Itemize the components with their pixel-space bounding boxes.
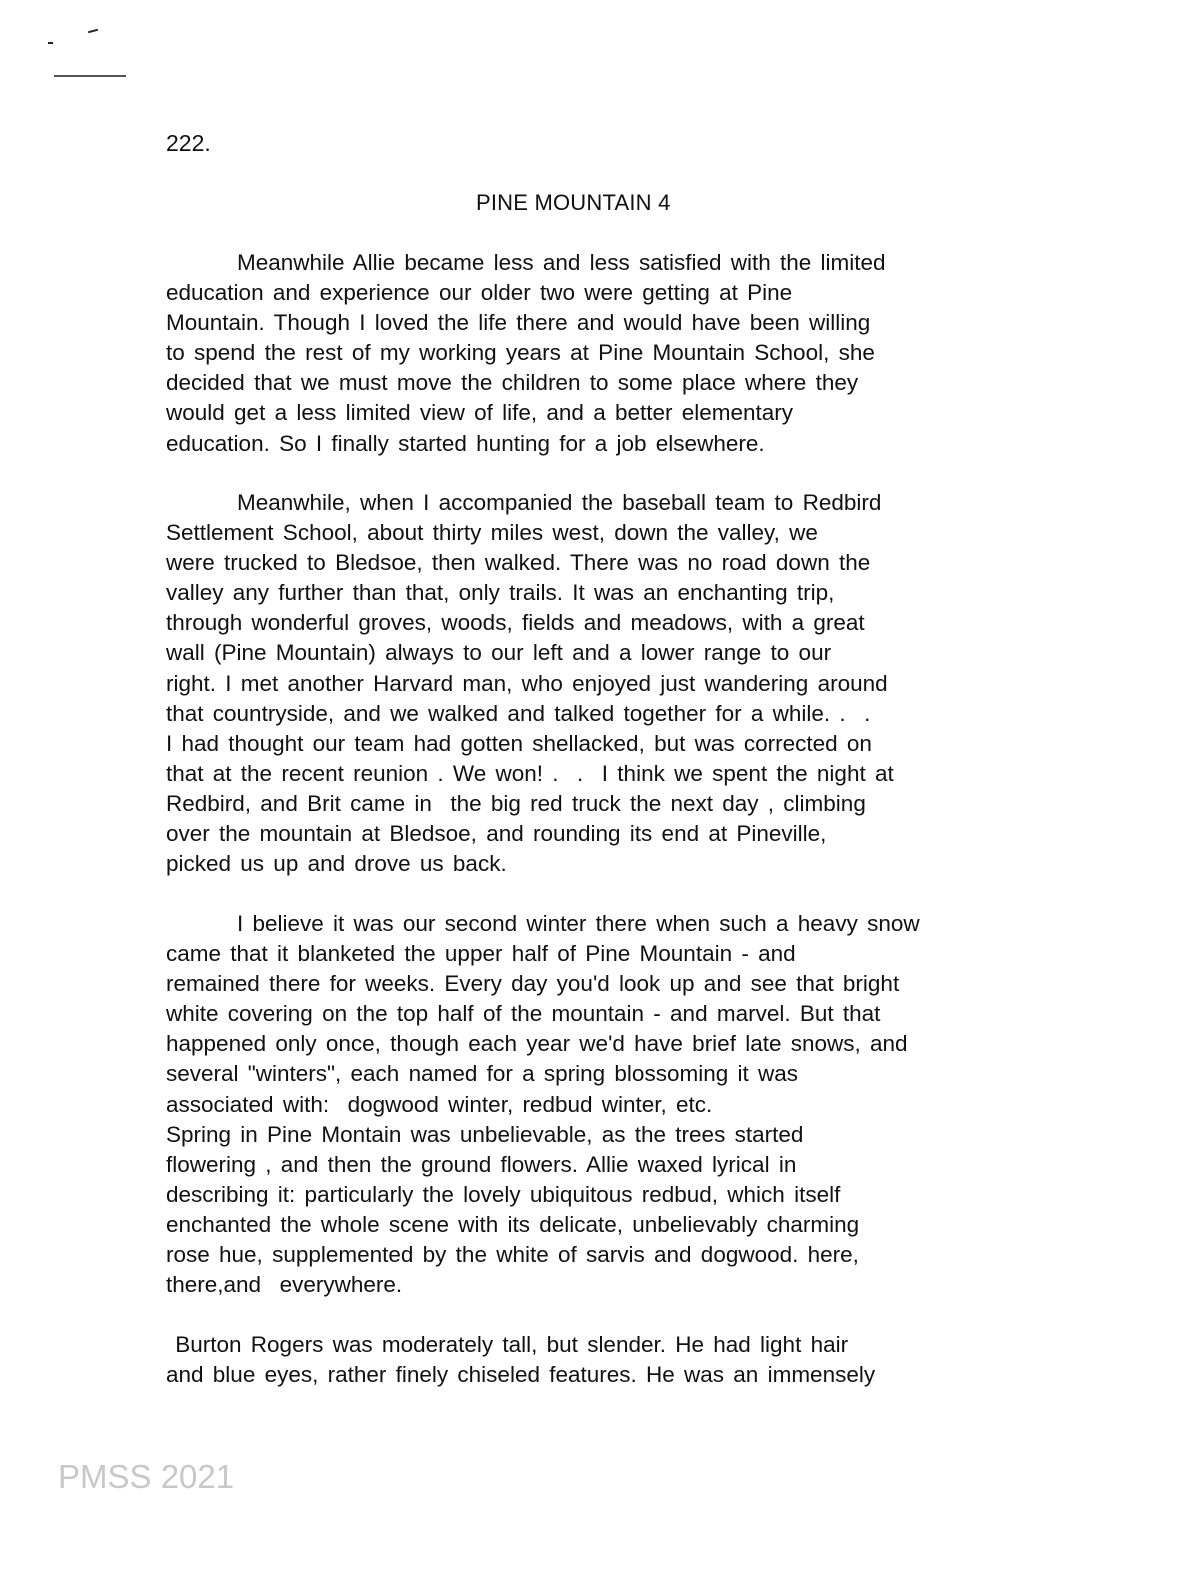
text-line: picked us up and drove us back.	[166, 851, 507, 877]
text-line: Settlement School, about thirty miles west, down the valley, we	[166, 520, 818, 546]
text-line: associated with: dogwood winter, redbud winter, etc.	[166, 1091, 713, 1117]
chapter-title: PINE MOUNTAIN 4	[476, 190, 671, 215]
text-line: education. So I finally started hunting for a job elsewhere.	[166, 430, 765, 456]
page-number: 222.	[166, 130, 211, 156]
text-line: there,and everywhere.	[166, 1272, 403, 1298]
text-line: I had thought our team had gotten shellacked, but was corrected on	[166, 730, 872, 756]
text-line: Spring in Pine Montain was unbelievable, as the trees started	[166, 1121, 804, 1147]
text-line: white covering on the top half of the mountain - and marvel. But that	[166, 1001, 881, 1027]
text-line: that at the recent reunion . We won! . . I think we spent the night at	[166, 760, 894, 786]
text-line: would get a less limited view of life, and a better elementary	[166, 400, 794, 426]
paragraph	[166, 909, 920, 1300]
text-line: came that it blanketed the upper half of Pine Mountain - and	[166, 941, 796, 967]
scan-mark	[88, 29, 98, 34]
watermark: PMSS 2021	[58, 1458, 235, 1495]
text-line: Burton Rogers was moderately tall, but slender. He had light hair	[166, 1332, 849, 1357]
text-line: and blue eyes, rather finely chiseled features. He was an immensely	[166, 1362, 876, 1388]
paragraph	[166, 1330, 875, 1390]
text-line: that countryside, and we walked and talked together for a while. . .	[166, 700, 871, 726]
text-line: right. I met another Harvard man, who enjoyed just wandering around	[166, 670, 888, 696]
text-line: happened only once, though each year we'd have brief late snows, and	[166, 1031, 908, 1057]
text-line: rose hue, supplemented by the white of sarvis and dogwood. here,	[166, 1242, 859, 1268]
paragraph	[166, 248, 886, 459]
text-line: Redbird, and Brit came in the big red truck the next day , climbing	[166, 790, 866, 816]
text-line: decided that we must move the children to some place where they	[166, 370, 859, 396]
text-line: describing it: particularly the lovely ubiquitous redbud, which itself	[166, 1181, 841, 1207]
text-line: through wonderful groves, woods, fields and meadows, with a great	[166, 610, 865, 636]
text-line: enchanted the whole scene with its delicate, unbelievably charming	[166, 1211, 860, 1237]
text-line: wall (Pine Mountain) always to our left and a lower range to our	[166, 640, 832, 666]
text-line: to spend the rest of my working years at Pine Mountain School, she	[166, 340, 875, 366]
paragraph	[166, 488, 894, 879]
text-line: over the mountain at Bledsoe, and rounding its end at Pineville,	[166, 821, 827, 847]
text-line: valley any further than that, only trails. It was an enchanting trip,	[166, 580, 835, 606]
text-line: Meanwhile, when I accompanied the baseball team to Redbird	[237, 490, 882, 515]
text-line: Meanwhile Allie became less and less satisfied with the limited	[237, 250, 886, 275]
text-line: several "winters", each named for a spring blossoming it was	[166, 1061, 798, 1087]
text-line: Mountain. Though I loved the life there and would have been willing	[166, 310, 871, 336]
text-line: were trucked to Bledsoe, then walked. There was no road down the	[166, 550, 871, 576]
text-line: flowering , and then the ground flowers. Allie waxed lyrical in	[166, 1151, 797, 1177]
scan-mark	[54, 75, 126, 77]
text-line: I believe it was our second winter there when such a heavy snow	[237, 911, 920, 936]
scan-mark	[48, 42, 53, 44]
text-line: remained there for weeks. Every day you'd look up and see that bright	[166, 971, 900, 997]
text-line: education and experience our older two were getting at Pine	[166, 280, 793, 306]
